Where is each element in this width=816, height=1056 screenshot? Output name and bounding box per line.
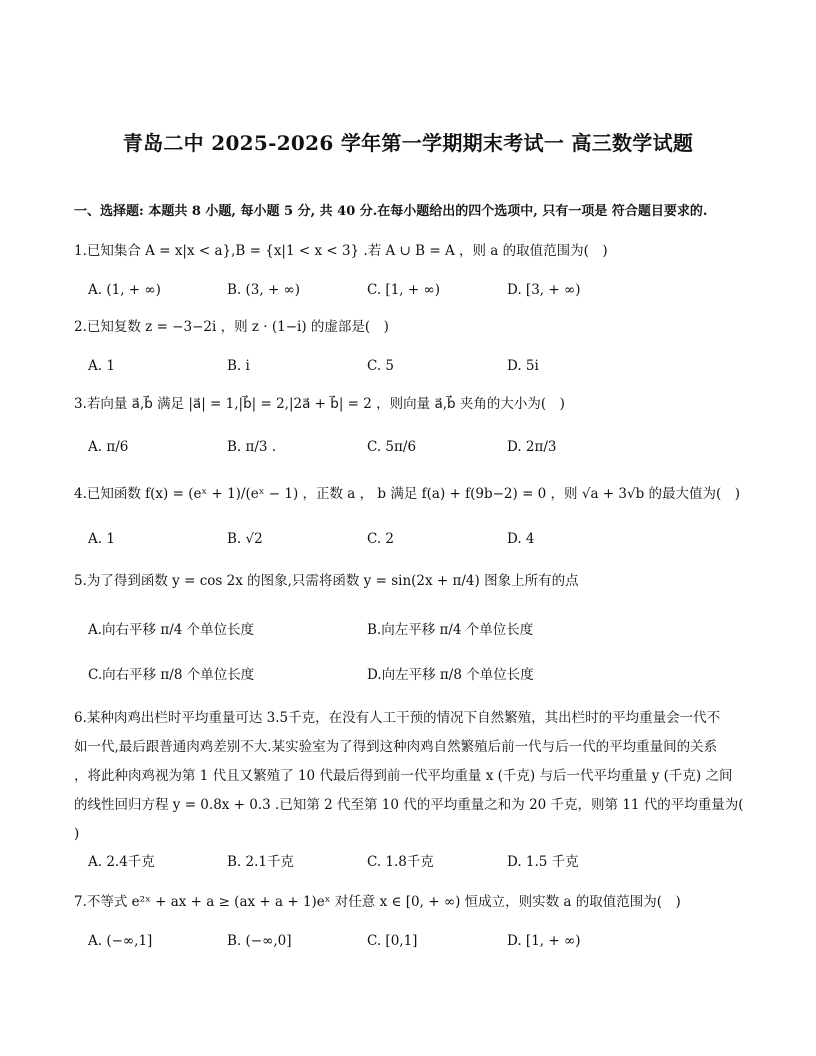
question-1-option-b[interactable]: B. (3, + ∞)	[227, 282, 301, 298]
question-2-option-b[interactable]: B. i	[227, 358, 250, 374]
question-6-stem-line: 的线性回归方程 y = 0.8x + 0.3 .已知第 2 代至第 10 代的平均重量之和为 20 千克，则第 11 代的平均重量为(	[74, 797, 744, 813]
question-6-stem-line: ，将此种肉鸡视为第 1 代且又繁殖了 10 代最后得到前一代平均重量 x (千克) 与后一代平均重量 y (千克) 之间	[74, 768, 733, 784]
question-3-stem: 3.若向量 a⃗,b⃗ 满足 |a⃗| = 1,|b⃗| = 2,|2a⃗ + b⃗| = 2 ，则向量 a⃗,b⃗ 夹角的大小为( )	[74, 396, 565, 412]
question-7-option-d[interactable]: D. [1, + ∞)	[507, 933, 581, 949]
question-2-option-d[interactable]: D. 5i	[507, 358, 539, 374]
question-6-stem-line: 如一代,最后跟普通肉鸡差别不大.某实验室为了得到这种肉鸡自然繁殖后前一代与后一代的平均重量间的关系	[74, 739, 718, 755]
question-1-stem: 1.已知集合 A = x|x < a},B = {x|1 < x < 3} .若 A ∪ B = A ，则 a 的取值范围为( )	[74, 243, 608, 259]
question-3-option-d[interactable]: D. 2π/3	[507, 439, 557, 455]
question-2-option-c[interactable]: C. 5	[367, 358, 395, 374]
question-2-stem: 2.已知复数 z = −3−2i ，则 z · (1−i) 的虚部是( )	[74, 319, 389, 335]
question-6-stem	[74, 704, 754, 849]
question-7-option-b[interactable]: B. (−∞,0]	[227, 933, 292, 949]
section-heading: 一、选择题: 本题共 8 小题, 每小题 5 分, 共 40 分.在每小题给出的四个选项中, 只有一项是 符合题目要求的.	[74, 204, 708, 219]
question-1-option-d[interactable]: D. [3, + ∞)	[507, 282, 581, 298]
question-3-option-c[interactable]: C. 5π/6	[367, 439, 417, 455]
question-6-option-d[interactable]: D. 1.5 千克	[507, 854, 579, 870]
question-4-option-b[interactable]: B. √2	[227, 531, 263, 547]
question-4-stem: 4.已知函数 f(x) = (eˣ + 1)/(eˣ − 1) ，正数 a ， b 满足 f(a) + f(9b−2) = 0 ，则 √a + 3√b 的最大值为( )	[74, 486, 741, 502]
question-6-option-a[interactable]: A. 2.4千克	[88, 854, 155, 870]
question-3-option-a[interactable]: A. π/6	[88, 439, 129, 455]
question-5-option-b[interactable]: B.向左平移 π/4 个单位长度	[367, 622, 534, 638]
question-6-stem-line: 6.某种肉鸡出栏时平均重量可达 3.5千克，在没有人工干预的情况下自然繁殖，其出栏时的平均重量会一代不	[74, 710, 721, 726]
question-3-option-b[interactable]: B. π/3 .	[227, 439, 277, 455]
question-4-option-a[interactable]: A. 1	[88, 531, 115, 547]
question-4-option-d[interactable]: D. 4	[507, 531, 535, 547]
question-7-stem: 7.不等式 e²ˣ + ax + a ≥ (ax + a + 1)eˣ 对任意 x ∈ [0, + ∞) 恒成立，则实数 a 的取值范围为( )	[74, 894, 681, 910]
question-6-option-b[interactable]: B. 2.1千克	[227, 854, 294, 870]
question-5-option-a[interactable]: A.向右平移 π/4 个单位长度	[88, 622, 255, 638]
question-6-stem-line: )	[74, 826, 80, 842]
question-6-option-c[interactable]: C. 1.8千克	[367, 854, 434, 870]
question-1-option-c[interactable]: C. [1, + ∞)	[367, 282, 440, 298]
question-5-option-d[interactable]: D.向左平移 π/8 个单位长度	[367, 667, 534, 683]
question-7-option-c[interactable]: C. [0,1]	[367, 933, 418, 949]
question-4-option-c[interactable]: C. 2	[367, 531, 395, 547]
question-2-option-a[interactable]: A. 1	[88, 358, 115, 374]
page-title: 青岛二中 2025-2026 学年第一学期期末考试一 高三数学试题	[122, 131, 694, 155]
question-7-option-a[interactable]: A. (−∞,1]	[88, 933, 153, 949]
question-1-option-a[interactable]: A. (1, + ∞)	[88, 282, 161, 298]
question-5-option-c[interactable]: C.向右平移 π/8 个单位长度	[88, 667, 255, 683]
question-5-stem: 5.为了得到函数 y = cos 2x 的图象,只需将函数 y = sin(2x + π/4) 图象上所有的点	[74, 573, 579, 589]
